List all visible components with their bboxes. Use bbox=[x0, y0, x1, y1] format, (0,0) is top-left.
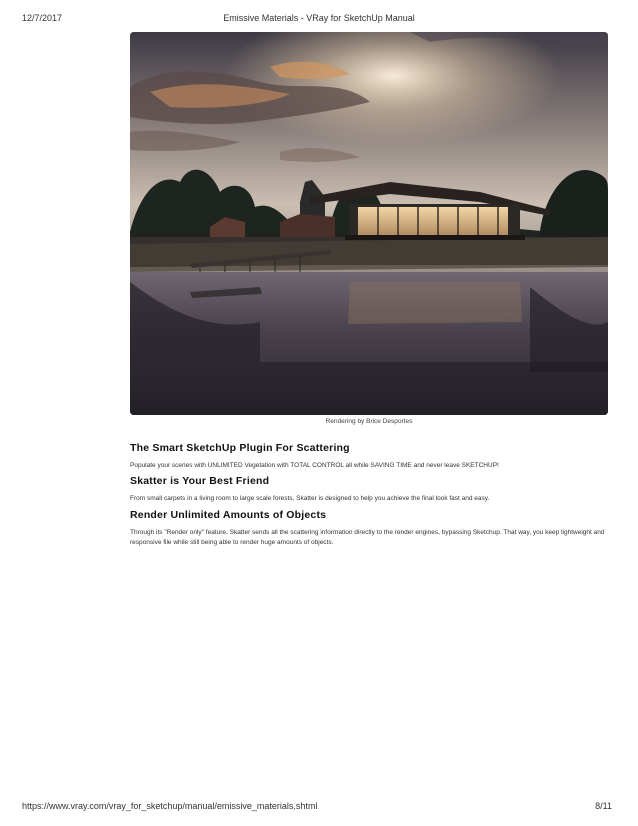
section-body-best-friend: From small carpets in a living room to large scale forests, Skatter is designed to help you achieve the final look fast and easy. bbox=[130, 495, 490, 502]
print-header-date: 12/7/2017 bbox=[22, 13, 63, 23]
rendering-image bbox=[130, 32, 608, 415]
print-header-title: Emissive Materials - VRay for SketchUp Manual bbox=[223, 13, 415, 23]
section-heading-best-friend: Skatter is Your Best Friend bbox=[130, 475, 270, 487]
section-heading-render-unlimited: Render Unlimited Amounts of Objects bbox=[130, 509, 327, 521]
section-heading-scattering: The Smart SketchUp Plugin For Scattering bbox=[130, 442, 350, 454]
image-caption: Rendering by Brice Desportes bbox=[325, 418, 413, 425]
print-footer-page-number: 8/11 bbox=[595, 801, 612, 811]
house-at-sunset-rendering bbox=[130, 32, 608, 415]
section-body-scattering: Populate your scenes with UNLIMITED Vegetation with TOTAL CONTROL all while SAVING TIME and never leave SKETCHUP! bbox=[130, 462, 499, 469]
print-footer-url: https://www.vray.com/vray_for_sketchup/manual/emissive_materials.shtml bbox=[22, 801, 318, 811]
section-body-render-unlimited: Through its "Render only" feature, Skatter sends all the scattering information directly to the render engines, bypassing Sketchup. That way, you keep lightweight and responsive file while still being able to render huge amounts of objects. bbox=[130, 529, 605, 546]
